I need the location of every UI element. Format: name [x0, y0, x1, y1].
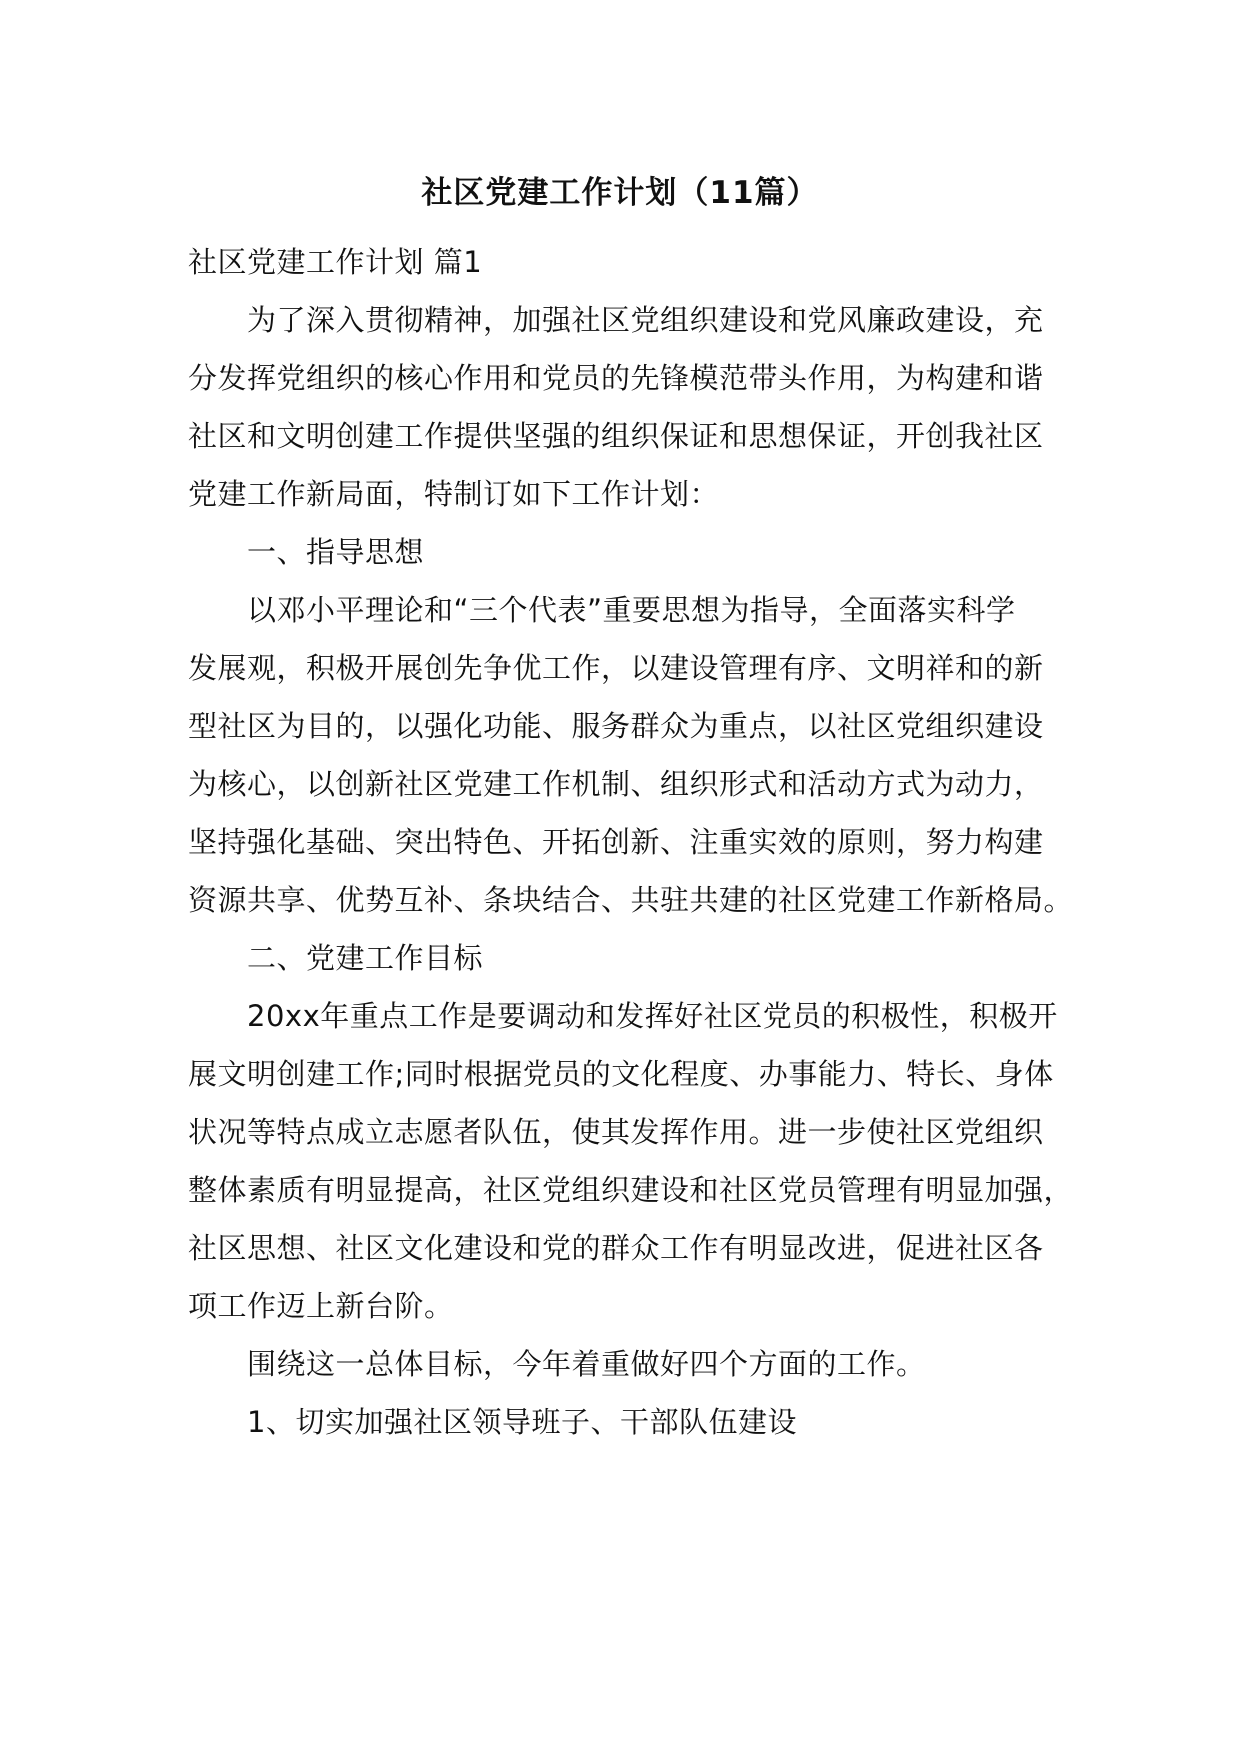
- paragraph-line: 发展观，积极开展创先争优工作，以建设管理有序、文明祥和的新: [188, 651, 1044, 685]
- section-heading: 社区党建工作计划 篇1: [188, 245, 483, 279]
- paragraph-line: 整体素质有明显提高，社区党组织建设和社区党员管理有明显加强，: [188, 1173, 1074, 1207]
- paragraph-line: 状况等特点成立志愿者队伍，使其发挥作用。进一步使社区党组织: [188, 1115, 1044, 1149]
- paragraph-line: 项工作迈上新台阶。: [188, 1289, 454, 1323]
- paragraph-line: 为核心，以创新社区党建工作机制、组织形式和活动方式为动力，: [188, 767, 1044, 801]
- paragraph-line: 坚持强化基础、突出特色、开拓创新、注重实效的原则，努力构建: [188, 825, 1044, 859]
- subheading-work-goals: 二、党建工作目标: [247, 941, 484, 975]
- paragraph-line: 资源共享、优势互补、条块结合、共驻共建的社区党建工作新格局。: [188, 883, 1074, 917]
- subheading-guiding-thought: 一、指导思想: [247, 535, 425, 569]
- paragraph-line: 展文明创建工作;同时根据党员的文化程度、办事能力、特长、身体: [188, 1057, 1054, 1091]
- paragraph-line: 为了深入贯彻精神，加强社区党组织建设和党风廉政建设，充: [247, 303, 1044, 337]
- paragraph-line: 以邓小平理论和“三个代表”重要思想为指导，全面落实科学: [247, 593, 1016, 627]
- paragraph-line: 党建工作新局面，特制订如下工作计划：: [188, 477, 720, 511]
- document-title: 社区党建工作计划（11篇）: [421, 175, 819, 211]
- paragraph-line: 社区和文明创建工作提供坚强的组织保证和思想保证，开创我社区: [188, 419, 1044, 453]
- paragraph-line: 社区思想、社区文化建设和党的群众工作有明显改进，促进社区各: [188, 1231, 1044, 1265]
- list-item-heading: 1、切实加强社区领导班子、干部队伍建设: [247, 1405, 797, 1439]
- paragraph-line: 20xx年重点工作是要调动和发挥好社区党员的积极性，积极开: [247, 999, 1058, 1033]
- paragraph-line: 围绕这一总体目标，今年着重做好四个方面的工作。: [247, 1347, 926, 1381]
- paragraph-line: 型社区为目的，以强化功能、服务群众为重点，以社区党组织建设: [188, 709, 1044, 743]
- paragraph-line: 分发挥党组织的核心作用和党员的先锋模范带头作用，为构建和谐: [188, 361, 1044, 395]
